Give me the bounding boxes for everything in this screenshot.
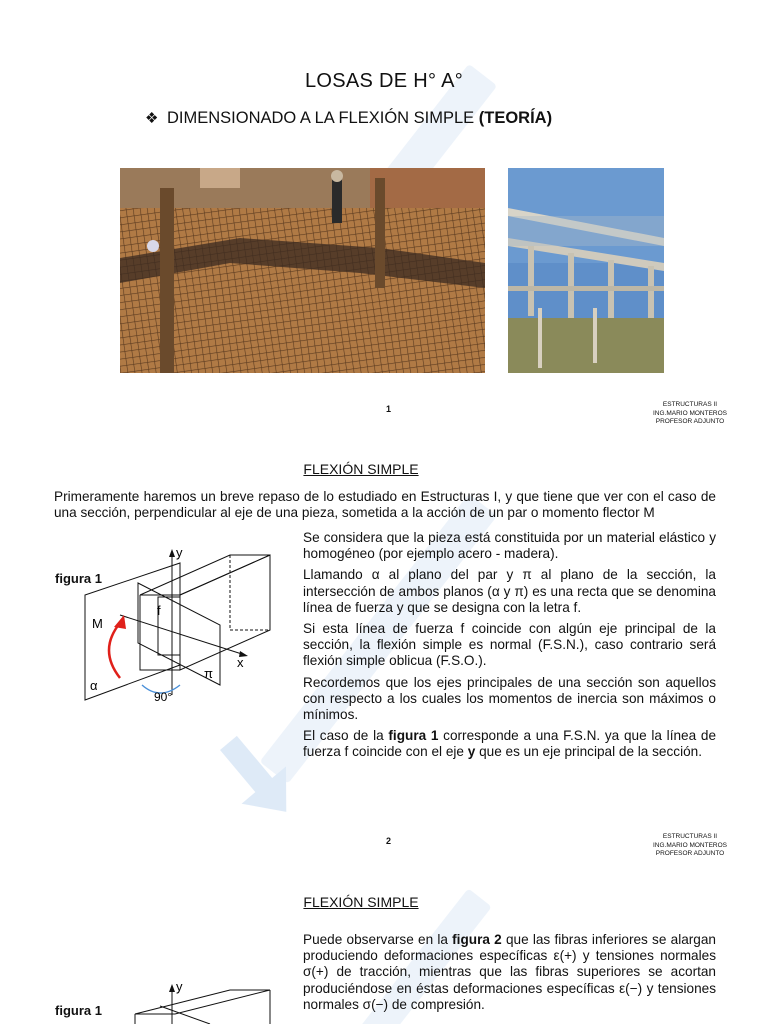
page-subtitle	[145, 109, 552, 128]
label-alpha: α	[90, 678, 98, 693]
paragraph-material: Se considera que la pieza está constituida por un material elástico y homogéneo (por ejemplo acero - madera).	[303, 530, 716, 562]
page-number-1: 1	[386, 404, 392, 414]
photo-slab-reinforcement	[120, 168, 485, 373]
figure-2-diagram-partial	[130, 978, 280, 1024]
footer-course: ESTRUCTURAS II	[662, 401, 718, 408]
section-rect	[158, 597, 180, 655]
label-pi: π	[204, 666, 213, 681]
paragraph-fsn: Si esta línea de fuerza f coincide con algún eje principal de la sección, la flexión simple es normal (F.S.N.), caso contrario será flexión simple oblicua (F.S.O.).	[303, 621, 716, 669]
page-title: LOSAS DE H° A°	[304, 70, 464, 92]
footer-course: ESTRUCTURAS II	[662, 833, 718, 840]
footer-author: ING.MARIO MONTEROS	[652, 841, 728, 849]
bullet-icon: ❖	[145, 110, 159, 127]
label-x: x	[237, 655, 244, 670]
label-M: M	[92, 616, 103, 631]
paragraph-figure-2: Puede observarse en la figura 2 que las fibras inferiores se alargan produciendo deformaciones específicas ε(+) y tensiones normales σ(+) de tracción, mientras que las fibras superiores se acortan produciéndose en éstas deformaciones específicas ε(−) y tensiones normales σ(−) de compresión.	[303, 932, 716, 1012]
figure-1-label: figura 1	[55, 571, 102, 586]
label-y: y	[176, 545, 183, 560]
paragraph-figure-1: El caso de la figura 1 corresponde a una F.S.N. ya que la línea de fuerza f coincide con el eje y que es un eje principal de la sección.	[303, 728, 716, 760]
label-f: f	[157, 603, 161, 618]
figure-1-label-repeat: figura 1	[55, 1003, 102, 1018]
footer-author: ING.MARIO MONTEROS	[652, 409, 728, 417]
section-heading-2: FLEXIÓN SIMPLE	[303, 461, 419, 477]
label-y: y	[176, 979, 183, 994]
section-heading-3: FLEXIÓN SIMPLE	[303, 894, 419, 910]
page-footer-1	[630, 401, 750, 427]
page-number-2: 2	[386, 836, 392, 846]
paragraph-planes: Llamando α al plano del par y π al plano de la sección, la intersección de ambos planos (α y π) es una recta que se denomina línea de fuerza y que se designa con la letra f.	[303, 567, 716, 615]
footer-role: PROFESOR ADJUNTO	[655, 850, 725, 857]
footer-role: PROFESOR ADJUNTO	[655, 418, 725, 425]
label-angle: 90°	[154, 690, 173, 704]
page2-body	[303, 530, 716, 761]
intro-paragraph: Primeramente haremos un breve repaso de lo estudiado en Estructuras I, y que tiene que ver con el caso de una sección, perpendicular al eje de una pieza, sometida a la acción de un par o momento flector M	[54, 489, 716, 521]
page-footer-2	[630, 833, 750, 859]
subtitle-text: DIMENSIONADO A LA FLEXIÓN SIMPLE	[167, 109, 479, 127]
photo-building-frame	[508, 168, 664, 373]
axis-x	[120, 615, 245, 655]
subtitle-bold: (TEORÍA)	[478, 109, 553, 127]
paragraph-principal-axes: Recordemos que los ejes principales de una sección son aquellos con respecto a los cuales los momentos de inercia son máximos o mínimos.	[303, 674, 716, 723]
moment-arrow	[109, 623, 120, 678]
figure-1-diagram	[80, 545, 280, 705]
